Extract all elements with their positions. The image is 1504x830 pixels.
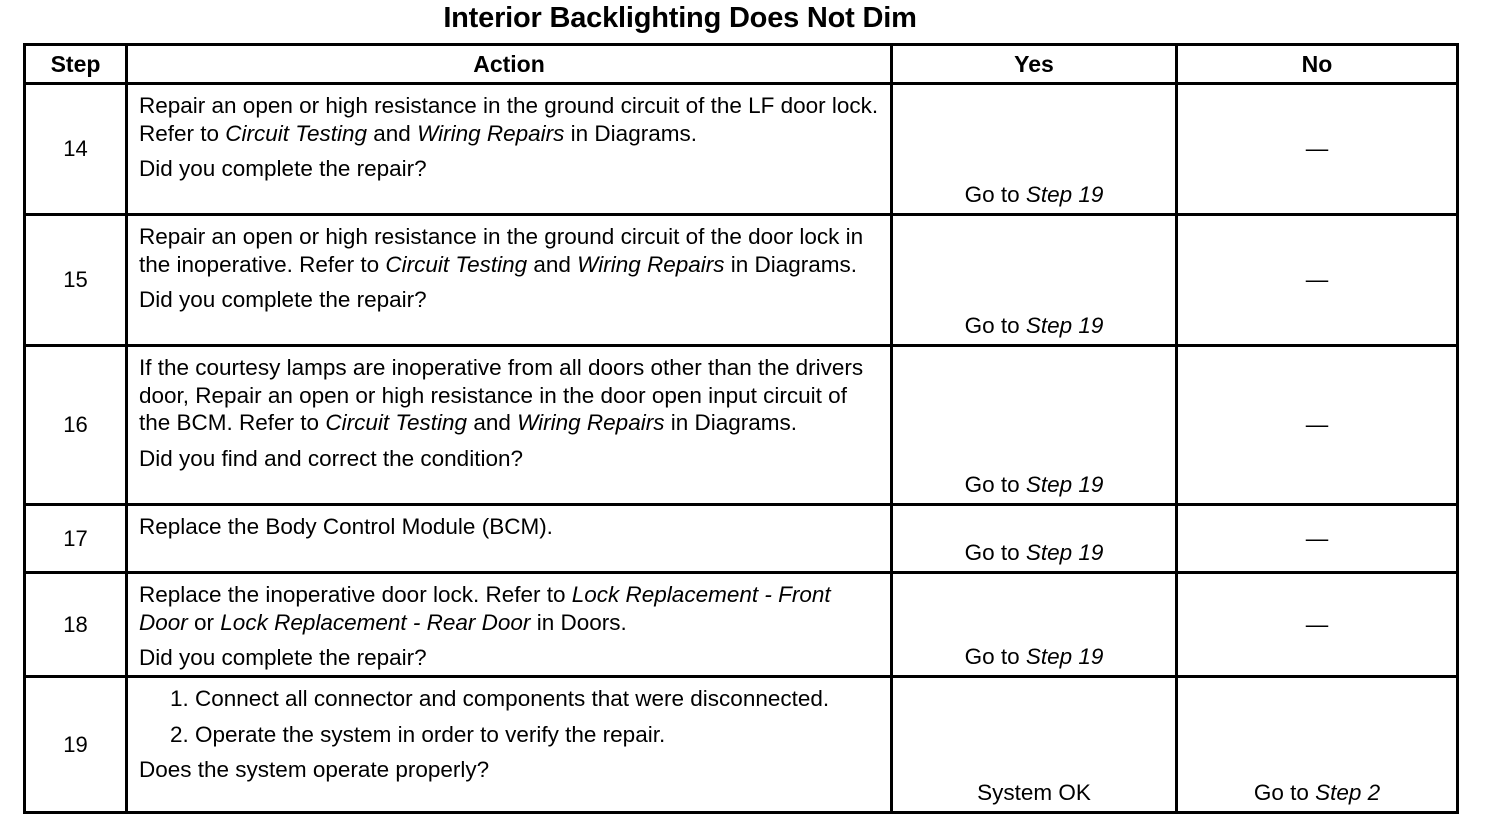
step-number: 17 xyxy=(25,505,127,573)
yes-step-ref: Step 19 xyxy=(1025,540,1104,565)
action-text-part: Repair an open or high resistance in the ground circuit of the door lock in the inoperative. Refer to xyxy=(139,224,864,277)
reference-link-wiring-repairs: Wiring Repairs xyxy=(517,410,665,435)
yes-cell xyxy=(892,84,1177,215)
substep-item: 2. Operate the system in order to verify the repair. xyxy=(195,721,882,749)
yes-step-ref: Step 19 xyxy=(1025,313,1104,338)
yes-prefix: Go to xyxy=(964,472,1026,497)
step-number: 15 xyxy=(25,215,127,346)
header-action: Action xyxy=(127,45,892,84)
yes-step-ref: Step 19 xyxy=(1025,644,1104,669)
action-text-part: in Diagrams. xyxy=(664,410,797,435)
reference-link-circuit-testing: Circuit Testing xyxy=(325,410,468,435)
reference-link-wiring-repairs: Wiring Repairs xyxy=(577,251,725,277)
action-text-part: or xyxy=(187,609,221,635)
action-cell xyxy=(127,677,892,813)
table-row xyxy=(25,84,1458,215)
yes-prefix: Go to xyxy=(964,540,1026,565)
yes-step-ref: Step 19 xyxy=(1025,472,1104,497)
action-question: Does the system operate properly? xyxy=(139,757,490,782)
substep-item: 1. Connect all connector and components that were disconnected. xyxy=(195,685,882,713)
reference-link-front-door: Lock Replacement - Front Door xyxy=(139,582,831,635)
step-number: 16 xyxy=(25,346,127,505)
action-text: Replace the Body Control Module (BCM). xyxy=(139,514,553,539)
action-text-part: and xyxy=(367,120,418,146)
action-text-part: in Diagrams. xyxy=(564,120,697,146)
step-number: 14 xyxy=(25,84,127,215)
no-step-ref: Step 2 xyxy=(1315,780,1381,805)
action-cell xyxy=(127,215,892,346)
step-number: 19 xyxy=(25,677,127,813)
substep-list xyxy=(139,685,882,748)
header-row xyxy=(25,45,1458,84)
no-cell: — xyxy=(1177,346,1458,505)
table-row xyxy=(25,505,1458,573)
action-text-part: and xyxy=(527,251,578,277)
action-cell xyxy=(127,346,892,505)
no-cell xyxy=(1177,677,1458,813)
header-no: No xyxy=(1177,45,1458,84)
no-prefix: Go to xyxy=(1253,780,1316,805)
page-title: Interior Backlighting Does Not Dim xyxy=(443,2,917,34)
table-row xyxy=(25,573,1458,677)
diagnostic-table xyxy=(23,43,1459,814)
action-question: Did you complete the repair? xyxy=(139,645,427,670)
yes-cell xyxy=(892,505,1177,573)
action-question: Did you find and correct the condition? xyxy=(139,445,523,471)
action-text xyxy=(139,581,882,636)
reference-link-wiring-repairs: Wiring Repairs xyxy=(417,120,565,146)
action-text-part: in Doors. xyxy=(530,609,627,635)
reference-link-rear-door: Lock Replacement - Rear Door xyxy=(220,609,531,635)
yes-prefix: Go to xyxy=(964,644,1026,669)
no-cell: — xyxy=(1177,215,1458,346)
yes-prefix: Go to xyxy=(964,182,1026,207)
step-number: 18 xyxy=(25,573,127,677)
action-text-part: Repair an open or high resistance in the ground circuit of the LF door lock. Refer to xyxy=(139,93,879,146)
action-text xyxy=(139,223,882,278)
action-text xyxy=(139,92,882,147)
header-step: Step xyxy=(25,45,127,84)
no-cell: — xyxy=(1177,505,1458,573)
action-question: Did you complete the repair? xyxy=(139,156,427,181)
yes-cell xyxy=(892,573,1177,677)
action-cell xyxy=(127,84,892,215)
table-row xyxy=(25,215,1458,346)
yes-step-ref: Step 19 xyxy=(1025,182,1104,207)
yes-prefix: Go to xyxy=(964,313,1026,338)
yes-cell xyxy=(892,346,1177,505)
action-text-part: in Diagrams. xyxy=(724,251,858,277)
action-cell xyxy=(127,505,892,573)
action-text-part: If the courtesy lamps are inoperative from all doors other than the drivers door, Repair an open or high resistance in the door open input circuit of the BCM. Refer to xyxy=(139,355,864,435)
action-text-part: Replace the inoperative door lock. Refer to xyxy=(139,582,572,607)
action-question: Did you complete the repair? xyxy=(139,287,427,312)
yes-cell: System OK xyxy=(892,677,1177,813)
reference-link-circuit-testing: Circuit Testing xyxy=(385,251,528,277)
no-cell: — xyxy=(1177,573,1458,677)
table-row xyxy=(25,677,1458,813)
action-text xyxy=(139,354,882,437)
header-yes: Yes xyxy=(892,45,1177,84)
reference-link-circuit-testing: Circuit Testing xyxy=(225,120,368,146)
yes-cell xyxy=(892,215,1177,346)
table-row xyxy=(25,346,1458,505)
no-cell: — xyxy=(1177,84,1458,215)
action-text-part: and xyxy=(467,410,518,435)
action-cell xyxy=(127,573,892,677)
